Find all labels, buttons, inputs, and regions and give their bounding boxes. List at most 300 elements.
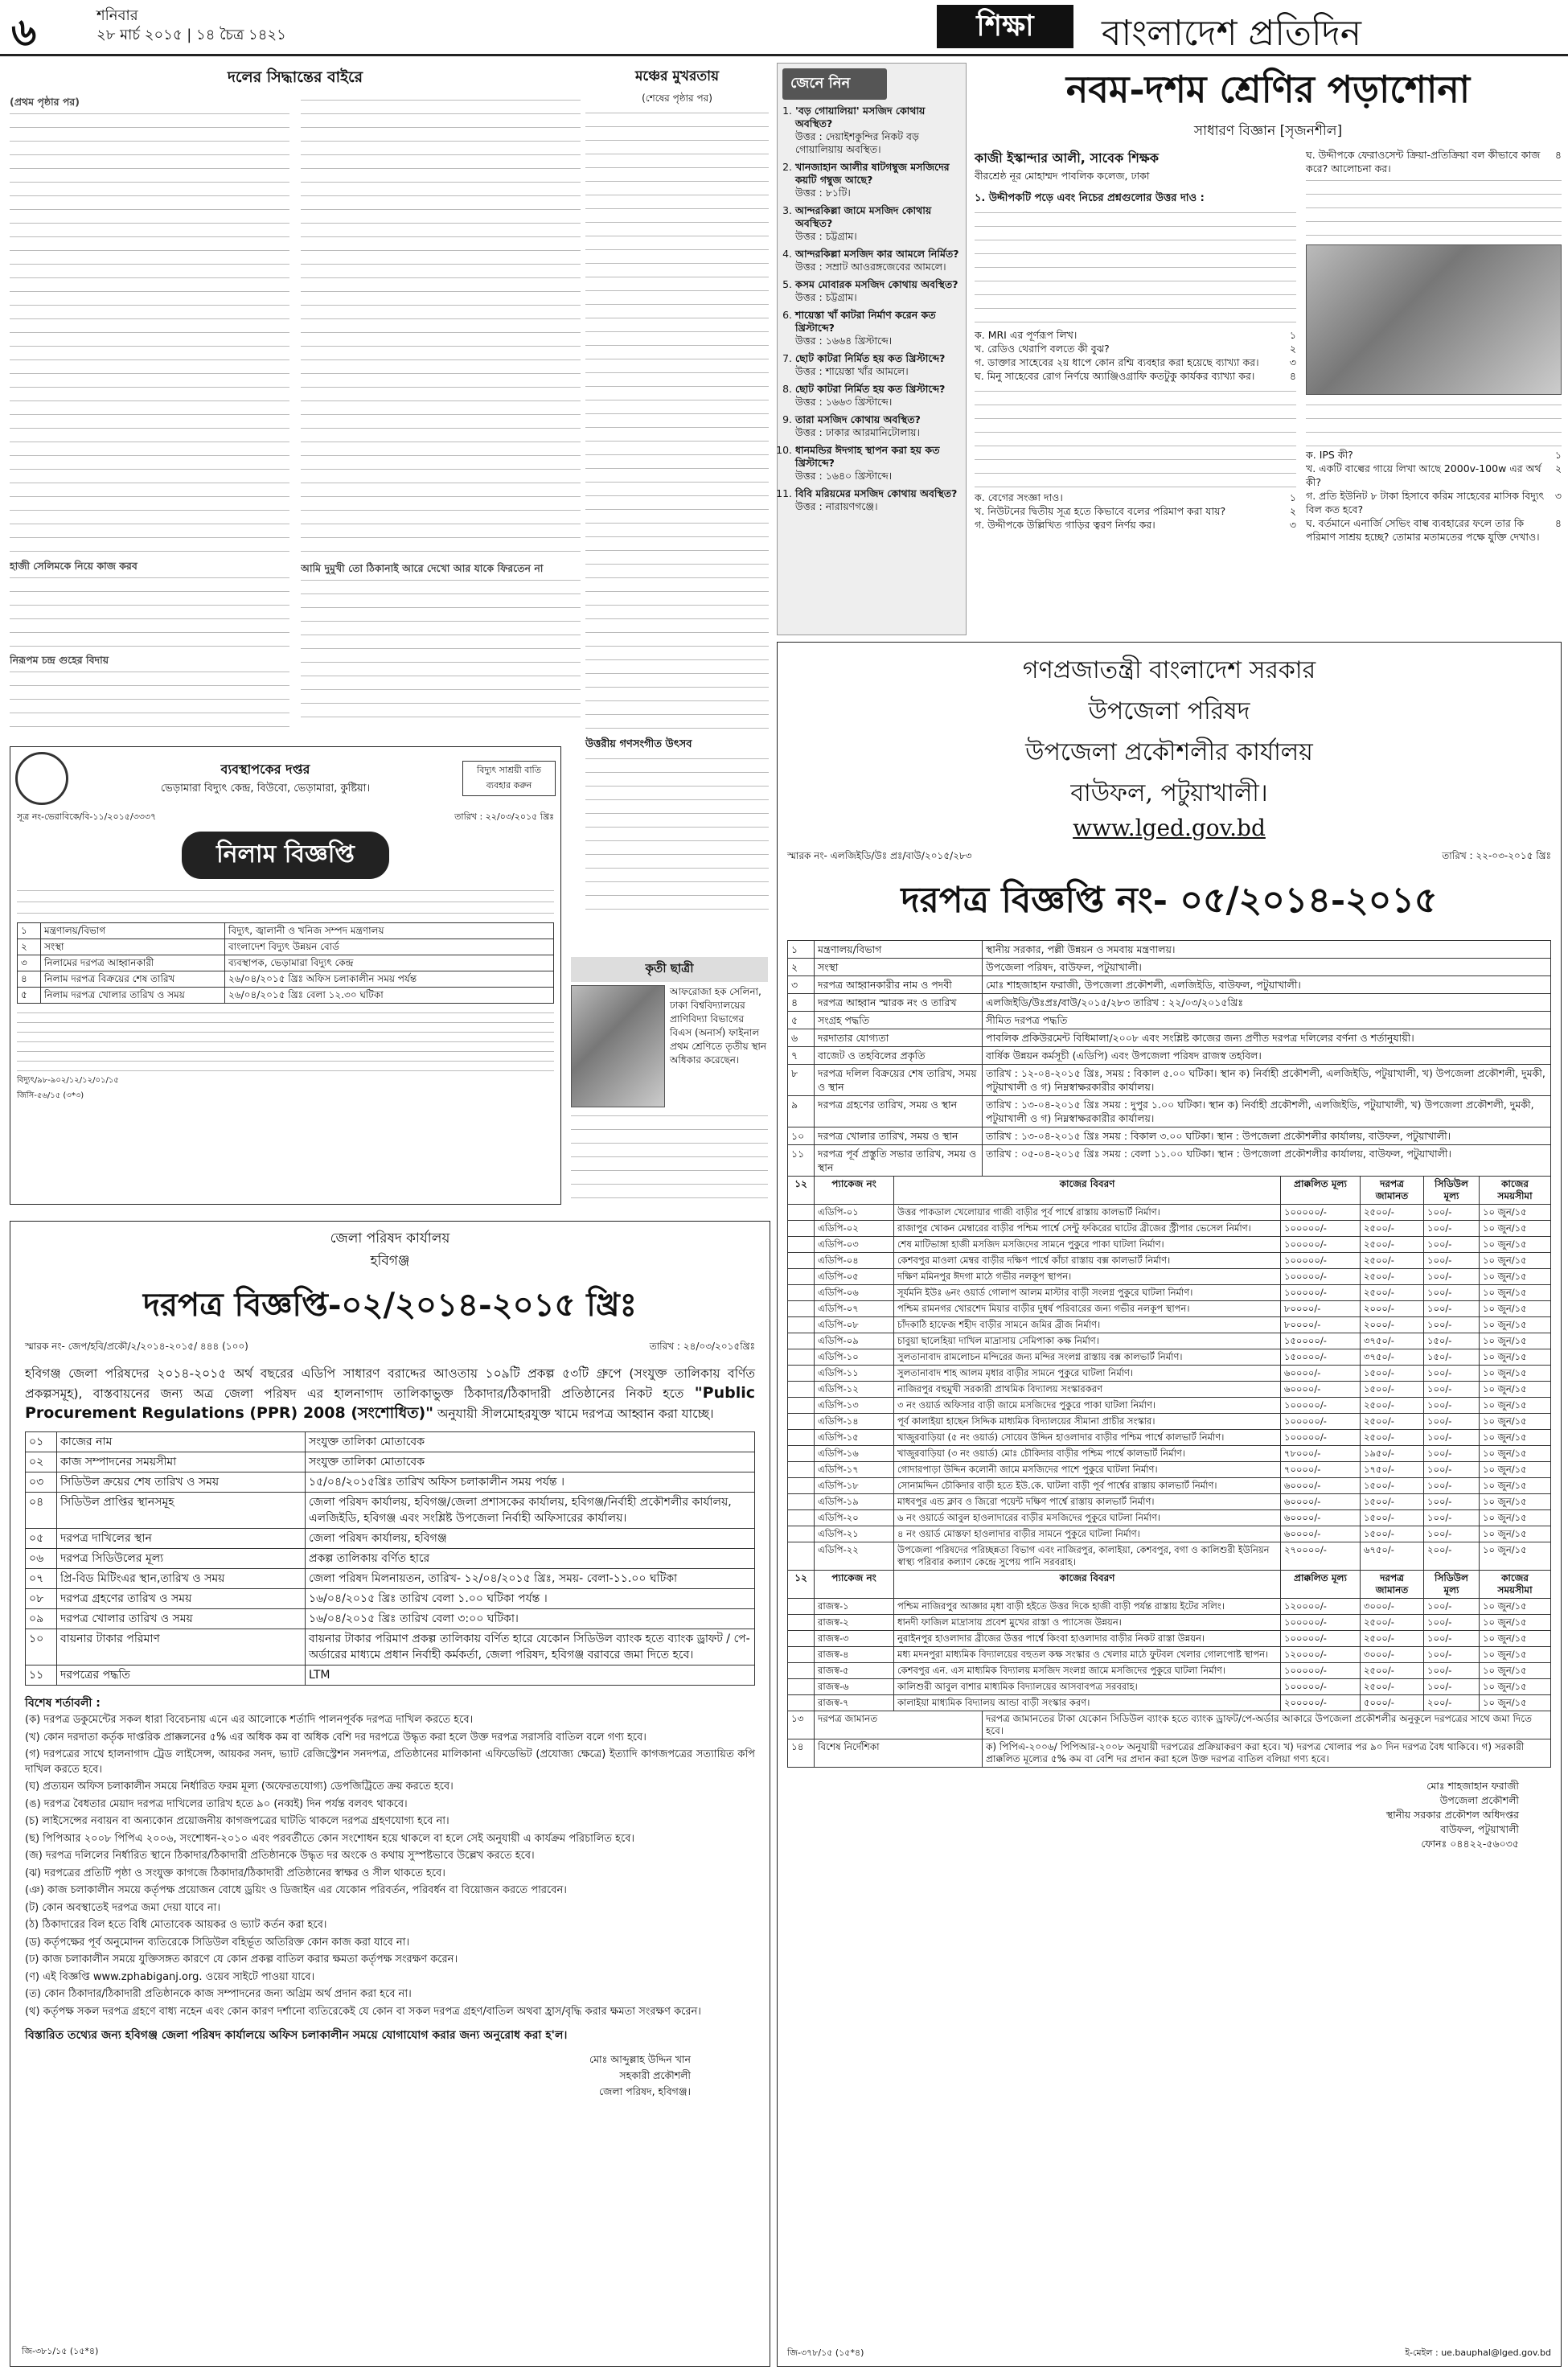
cell: ১০০/- [1424,1398,1480,1414]
cell: এডিপি-০৮ [815,1317,894,1333]
lged-website[interactable]: www.lged.gov.bd [1073,815,1266,841]
cell: এডিপি-২২ [815,1542,894,1571]
quiz-item [795,487,961,513]
cell: মাধবপুর এন্ড ক্লাব ও জিরো পয়েন্ট দক্ষিণ পার্শ্বে রাস্তায় কালভার্ট নির্মাণ। [894,1494,1281,1510]
intro-text: হবিগঞ্জ জেলা পরিষদের ২০১৪-২০১৫ অর্থ বছরের এডিপি সাধারণ বরাদ্দের আওতায় ১০৯টি প্রকল্প ৫৩টি গ্রুপে (সংযুক্ত তালিকায় বর্ণিত প্রকল্পসমূহ), বাস্তবায়নের জন্য অত্র জেলা পরিষদ এর হালনাগাদ তালিকাভুক্ত ঠিকাদার/ঠিকাদারী প্রতিষ্ঠানের নিকট হতে [25,1366,755,1401]
column-header: ১২ [788,1571,815,1599]
q1-list [975,328,1296,383]
cell: রাজস্ব-৬ [815,1679,894,1695]
column-header: প্রাক্কলিত মূল্য [1281,1177,1361,1205]
question-text: গ. উদ্দীপকে উল্লিখিত গাড়ির ত্বরণ নির্ণয় কর। [975,519,1155,531]
cell [788,1333,815,1349]
row-value: ২৬/০৪/২০১৫ খ্রিঃ অফিস চলাকালীন সময় পর্যন্ত [225,971,554,988]
cell [788,1647,815,1663]
cell: ২৫০০/- [1361,1663,1424,1679]
cell: ১৫০০/- [1361,1366,1424,1382]
filler-text [975,207,1296,328]
column-header: দরপত্র জামানত [1361,1177,1424,1205]
signer: মোঃ শাহজাহান ফরাজী [1426,1780,1519,1792]
cell: এডিপি-০১ [815,1205,894,1221]
column-header: দরপত্র জামানত [1361,1571,1424,1599]
cell: ৬০০০০/- [1281,1494,1361,1510]
cell: এডিপি-১৭ [815,1462,894,1478]
table-row [788,1221,1551,1237]
row-number: ৩ [18,955,41,971]
row-key: সিডিউল ক্রয়ের শেষ তারিখ ও সময় [57,1472,306,1493]
table-row [788,1510,1551,1526]
question-text: ঘ. মিনু সাহেবের রোগ নির্ণয়ে অ্যাঞ্জিওগ্রাফি কতটুকু কার্যকর ব্যাখ্যা কর। [975,370,1255,382]
cell: ১০ জুন/১৫ [1480,1510,1551,1526]
quiz-item [795,161,961,199]
cell: ১০ জুন/১৫ [1480,1478,1551,1494]
cell: ২৫০০/- [1361,1221,1424,1237]
cell: ৮০০০০/- [1281,1301,1361,1317]
cell: ১০০/- [1424,1317,1480,1333]
signer-title: উপজেলা প্রকৌশলী [1439,1794,1519,1806]
cell: ২০০/- [1424,1695,1480,1711]
question-text: খ. নিউটনের দ্বিতীয় সূত্র হতে কিভাবে বলের পরিমাপ করা যায়? [975,505,1226,517]
signer-office: জেলা পরিষদ, হবিগঞ্জ। [599,2085,691,2097]
table-row [788,1012,1551,1029]
quiz-question: ছোট কাটরা নির্মিত হয় কত খ্রিস্টাব্দে? [795,352,946,364]
cell: রাজস্ব-৩ [815,1631,894,1647]
row-value: মোঃ শাহজাহান ফরাজী, উপজেলা প্রকৌশলী, এলজিইডি, বাউফল, পটুয়াখালী। [983,976,1551,994]
cell: ১০ জুন/১৫ [1480,1253,1551,1269]
cell: ১০ জুন/১৫ [1480,1599,1551,1615]
row-key: নিলামের দরপত্র আহ্বানকারী [41,955,225,971]
term-item: (চ) লাইসেন্সের নবায়ন বা অন্যকোন প্রয়োজনীয় কাগজপত্রের ঘাটতি থাকলে দরপত্র গ্রহণযোগ্য হবে না। [25,1815,449,1827]
cell: ১০০০০০/- [1281,1205,1361,1221]
table-row [18,955,554,971]
cell [788,1695,815,1711]
table-row [788,1542,1551,1571]
cell: উত্তর পাকডাল খেলোয়ার গাজী বাড়ীর পূর্ব পার্শ্বে রাস্তায় কালভার্ট নির্মাণ। [894,1205,1281,1221]
article-title: দলের সিদ্ধান্তের বাইরে [227,68,363,86]
cell: ৩০০০/- [1361,1599,1424,1615]
cell: ২০০০/- [1361,1317,1424,1333]
subhead-3: আমি দুমুখী তো ঠিকানাই আরে দেখো আর যাকে ফিরতেন না [301,562,544,574]
table-row [26,1472,755,1493]
table-header-row [788,1177,1551,1205]
row-number: ২ [18,939,41,955]
table-row [788,959,1551,976]
lged-tail-table [787,1711,1551,1768]
cell [788,1414,815,1430]
table-row [788,1446,1551,1462]
cell [788,1237,815,1253]
cell: ১০ জুন/১৫ [1480,1542,1551,1571]
cell: ২৫০০/- [1361,1615,1424,1631]
student-photo [571,985,665,1107]
habiganj-city: হবিগঞ্জ [370,1253,410,1269]
cell: ১০ জুন/১৫ [1480,1631,1551,1647]
term-item: (ক) দরপত্র ডকুমেন্টের সকল ধারা বিবেচনায় এনে এর আলোকে শর্তাদি পালনপূর্বক দরপত্র দাখিল করতে হবে। [25,1714,474,1726]
filler-text [17,885,554,918]
cell: ১০০/- [1424,1269,1480,1285]
filler-text [585,108,769,735]
cell: ১০০/- [1424,1647,1480,1663]
term-item: (ঘ) প্রত্যয়ন অফিস চলাকালীন সময়ে নির্ধারিত ফরম মূল্য (অফেরতযোগ্য) ডেপজিট্রিতে ক্রয় করতে হবে। [25,1780,454,1793]
table-row [788,1285,1551,1301]
cell: ১০০০০০/- [1281,1679,1361,1695]
lged-table [787,940,1551,1177]
cell: ১০০/- [1424,1663,1480,1679]
study-subject: সাধারণ বিজ্ঞান [সৃজনশীল] [1193,123,1343,139]
cell: এডিপি-০৩ [815,1237,894,1253]
table-row [788,1599,1551,1615]
row-key: নিলাম দরপত্র বিক্রয়ের শেষ তারিখ [41,971,225,988]
term-item: (খ) কোন দরদাতা কর্তৃক দাপ্তরিক প্রাক্কলনের ৫% এর অধিক কম বা অধিক বেশি দর দরপত্রে উদ্ধৃত করা হলে উক্ত দরপত্র সরাসরি বাতিল বলে গণ্য হবে। [25,1731,646,1744]
row-key: সিডিউল প্রাপ্তির স্থানসমূহ [57,1493,306,1529]
cell: ১০ জুন/১৫ [1480,1366,1551,1382]
lged-signature [787,1779,1519,1851]
question-item [1306,462,1562,489]
filler-text [17,1008,554,1073]
quiz-item [795,444,961,483]
cell: ২৫০০/- [1361,1414,1424,1430]
cell [788,1253,815,1269]
quiz-question: বিবি মরিয়মের মসজিদ কোথায় অবস্থিত? [795,487,958,499]
cell: ১০০০০০/- [1281,1285,1361,1301]
cell: ১০০/- [1424,1526,1480,1542]
cell: রাজস্ব-৭ [815,1695,894,1711]
cell: গোদারপাড়া উদ্দিন কলোনী জামে মসজিদের পাশে পুকুরে ঘাটলা নির্মাণ। [894,1462,1281,1478]
question-item [1306,516,1562,544]
q1-intro: ১. উদ্দীপকটি পড়ে এবং নিচের প্রশ্নগুলোর উত্তর দাও : [975,192,1205,204]
cell: ১০০/- [1424,1414,1480,1430]
cell [788,1430,815,1446]
cell: ১২০০০০/- [1281,1647,1361,1663]
table-row [788,1478,1551,1494]
term-item: (ড) কর্তৃপক্ষের পূর্ব অনুমোদন ব্যতিরেকে সিডিউল বহির্ভূত অতিরিক্ত কোন কাজ করা যাবে না। [25,1936,410,1949]
quiz-item [795,413,961,439]
cell: ৩৭৫০/- [1361,1349,1424,1366]
question-item [1306,148,1562,175]
table-row [788,994,1551,1012]
cell [788,1317,815,1333]
auction-title: নিলাম বিজ্ঞপ্তি [182,832,389,879]
question-mark: ৪ [1289,370,1296,382]
cell [788,1462,815,1478]
question-mark: ২ [1554,462,1562,474]
row-value: সীমিত দরপত্র পদ্ধতি [983,1012,1551,1029]
quiz-answer: উত্তর : ১৬৪০ খ্রিস্টাব্দে। [795,470,893,482]
cell: চাঁদকাঠি হাফেজ শহীদ বাড়ীর সামনে জমির ব্রীজ নির্মাণ। [894,1317,1281,1333]
row-value: জেলা পরিষদ মিলনায়তন, তারিখ- ১২/০৪/২০১৫ খ্রিঃ, সময়- বেলা-১১.০০ ঘটিকা [306,1569,755,1589]
cell: ১০০০০০/- [1281,1237,1361,1253]
cell: পূর্ব কালাইয়া হাছেন সিদ্দিক মাধ্যমিক বিদ্যালয়ের সীমানা প্রাচীর সংস্কার। [894,1414,1281,1430]
cell: ১০০/- [1424,1237,1480,1253]
subhead-2: নিরূপম চন্দ্র গুহের বিদায় [10,654,109,666]
table-row [788,1739,1551,1768]
cell: ১০ জুন/১৫ [1480,1285,1551,1301]
cell: ১৫০০/- [1361,1494,1424,1510]
cell: ১৫০০০০/- [1281,1333,1361,1349]
signer-dept: স্থানীয় সরকার প্রকৌশল অধিদপ্তর [1385,1809,1519,1821]
filler-text [975,386,1296,491]
row-value: বাংলাদেশ বিদ্যুৎ উন্নয়ন বোর্ড [225,939,554,955]
cell: ৬৭৫০/- [1361,1542,1424,1571]
cell [788,1269,815,1285]
auction-table [17,922,554,1004]
quiz-item [795,105,961,156]
cell: কালাইয়া মাধ্যমিক বিদ্যালয় আন্ডা বাড়ী সংস্কার করণ। [894,1695,1281,1711]
auction-notice [10,746,561,1205]
cell: ১০ জুন/১৫ [1480,1430,1551,1446]
row-number: ২ [788,959,815,976]
question-mark: ১ [1554,449,1562,461]
table-row [26,1665,755,1686]
table-row [788,1269,1551,1285]
row-value: প্রকল্প তালিকায় বর্ণিত হারে [306,1549,755,1569]
question-mark: ২ [1289,505,1296,517]
cell: ১০ জুন/১৫ [1480,1462,1551,1478]
cell: ১০ জুন/১৫ [1480,1615,1551,1631]
signer: মোঃ আব্দুল্লাহ উদ্দিন খান [589,2053,691,2065]
row-number: ১১ [788,1145,815,1177]
term-item: (ঠ) ঠিকাদারের বিল হতে বিধি মোতাবেক আয়কর ও ভ্যাট কর্তন করা হবে। [25,1919,327,1931]
quiz-item [795,278,961,304]
cell: ২৭০০০০/- [1281,1542,1361,1571]
question-item [975,355,1296,369]
table-row [788,1430,1551,1446]
row-value: বিদ্যুৎ, জ্বালানী ও খনিজ সম্পদ মন্ত্রণালয় [225,923,554,939]
left-article [10,63,581,740]
cell: ১৫০০০০/- [1281,1349,1361,1366]
table-row [788,1414,1551,1430]
column-header: সিডিউল মূল্য [1424,1571,1480,1599]
table-row [788,976,1551,994]
cell: চাবুয়া ছালেহিয়া দাখিল মাদ্রাসায় সেমিপাকা কক্ষ নির্মাণ। [894,1333,1281,1349]
row-key: দরপত্র গ্রহণের তারিখ ও সময় [57,1589,306,1609]
cell: ১৫০/- [1424,1349,1480,1366]
filler-text [1306,400,1562,448]
cell: ৬০০০০/- [1281,1366,1361,1382]
habiganj-office: জেলা পরিষদ কার্যালয় [330,1230,450,1247]
cell: ১০০/- [1424,1615,1480,1631]
question-text: ঘ. উদ্দীপকে ফেরাওসেন্ট ক্রিয়া-প্রতিক্রিয়া বল কীভাবে কাজ করে? আলোচনা কর। [1306,149,1541,175]
cell: ২০০০০০/- [1281,1695,1361,1711]
table-row [18,939,554,955]
cell: এডিপি-০৬ [815,1285,894,1301]
row-key: দরপত্র পূর্ব প্রস্তুতি সভার তারিখ, সময় ও স্থান [815,1145,983,1177]
quiz-answer: উত্তর : নারায়ণগঞ্জে। [795,500,878,512]
cell: ১০ জুন/১৫ [1480,1349,1551,1366]
term-item: (ছ) পিপিআর ২০০৮ পিপিএ ২০০৬, সংশোধন-২০১০ এবং পরবর্তীতে কোন সংশোধন হয়ে থাকলে বা হলে সেই অনুযায়ী এ কার্যক্রম পরিচালিত হবে। [25,1832,635,1845]
table-row [26,1529,755,1549]
row-number: ০৫ [26,1529,57,1549]
table-row [26,1432,755,1452]
right-top-items [1306,148,1562,175]
question-item [975,518,1296,532]
article-column-2 [301,95,581,738]
cell: খাজুরবাড়িয়া (৫ নং ওয়ার্ড) সোয়েব উদ্দিন হাওলাদার বাড়ীর পশ্চিম পার্শ্বে কালভার্ট নির্মাণ। [894,1430,1281,1446]
row-value: ব্যবস্থাপক, ভেড়ামারা বিদ্যুৎ কেন্দ্র [225,955,554,971]
cell: ধানদী ফাজিল মাদ্রাসায় প্রবেশ মুখের রাস্তা ও প্যাসেজ উন্নয়ন। [894,1615,1281,1631]
cell [788,1205,815,1221]
term-item: (ট) কোন অবস্থাতেই দরপত্র জমা দেয়া যাবে না। [25,1901,221,1914]
row-key: বায়নার টাকার পরিমাণ [57,1629,306,1665]
row-value: তারিখ : ১২-০৪-২০১৫ খ্রিঃ, সময় : বিকাল ৫.০০ ঘটিকা। স্থান ক) নির্বাহী প্রকৌশলী, এলজিইডি, পটুয়াখালী, খ) উপজেলা প্রকৌশলী, দুমকী, পটুয়াখালী ও গ) নিম্নস্বাক্ষরকারীর কার্যালয়। [983,1065,1551,1096]
row-value: পাবলিক প্রকিউরমেন্ট বিধিমালা/২০০৮ এবং সংশ্লিষ্ট কাজের জন্য প্রণীত দরপত্র দলিলের বর্ণনা ও শর্তানুযায়ী। [983,1029,1551,1047]
right-bottom-items [1306,448,1562,544]
term-item: (ঞ) কাজ চলাকালীন সময়ে কর্তৃপক্ষ প্রয়োজন বোধে ড্রয়িং ও ডিজাইন এর যেকোন পরিবর্তন, পরিবর্ধন বা বিয়োজন করতে পারবেন। [25,1884,567,1896]
term-item: (ঙ) দরপত্র বৈধতার মেয়াদ দরপত্র দাখিলের তারিখ হতে ৯০ (নব্বই) দিন পর্যন্ত বলবৎ থাকবে। [25,1797,408,1810]
quiz-item [795,204,961,243]
column-header: প্যাকেজ নং [815,1571,894,1599]
column-header: প্রাক্কলিত মূল্য [1281,1571,1361,1599]
row-number: ০৯ [26,1609,57,1629]
cell: এডিপি-১৯ [815,1494,894,1510]
row-key: দরপত্রের পদ্ধতি [57,1665,306,1686]
row-key: সংস্থা [815,959,983,976]
table-row [788,1462,1551,1478]
cell: কালিশুরী আবুল বাশার মাধ্যমিক বিদ্যালয়ের আসবাবপত্র সরবরাহ। [894,1679,1281,1695]
cell: ১০ জুন/১৫ [1480,1382,1551,1398]
row-value: ১৫/০৪/২০১৫খ্রিঃ তারিখ অফিস চলাকালীন সময় পর্যন্ত । [306,1472,755,1493]
student-label: কৃতী ছাত্রী [571,957,768,982]
row-value: এলজিইডি/উঃপ্রঃ/বাউ/২০১৫/২৮৩ তারিখ : ২২/০৩/২০১৫খ্রিঃ [983,994,1551,1012]
date: ২৮ মার্চ ২০১৫ | ১৪ চৈত্র ১৪২১ [96,27,286,43]
cell: উপজেলা পরিষদের পরিচ্ছন্নতা বিভাগ এবং নাজিরপুর, কালাইয়া, কেশবপুর, বগা ও কালিশুরী ইউনিয়ন স্বাস্থ্য পরিবার কল্যাণ কেন্দ্রে সুপেয় পানি সরবরাহ। [894,1542,1281,1571]
footer-note: বিস্তারিত তথ্যের জন্য হবিগঞ্জ জেলা পরিষদ কার্যালয়ে অফিস চলাকালীন সময়ে যোগাযোগ করার জন্য অনুরোধ করা হ'ল। [25,2029,568,2042]
row-value: সংযুক্ত তালিকা মোতাবেক [306,1452,755,1472]
section-label: শিক্ষা [937,5,1073,48]
student-text: আফরোজা হক সেলিনা, ঢাকা বিশ্ববিদ্যালয়ের প্রাণিবিদ্যা বিভাগের বিএস (অনার্স) ফাইনাল প্রথম শ্রেণিতে তৃতীয় স্থান অধিকার করেছেন। [670,986,767,1066]
filler-text [571,1111,768,1207]
quiz-answer: উত্তর : ৮১টি। [795,187,851,199]
cell: ৭০০০০/- [1281,1462,1361,1478]
lged-footer [787,2346,1551,2361]
table-row [788,1526,1551,1542]
table-row [788,1047,1551,1065]
cell: ১৫০০/- [1361,1510,1424,1526]
signer-place: বাউফল, পটুয়াখালী [1440,1823,1519,1835]
table-row [18,971,554,988]
row-number: ৯ [788,1096,815,1127]
cell: ১৫০০/- [1361,1526,1424,1542]
cell: এডিপি-০৪ [815,1253,894,1269]
term-item: (জ) দরপত্র দলিলের নির্ধারিত স্থানে ঠিকাদার/ঠিকাদারী প্রতিষ্ঠানকে উদ্ধৃত দর অংকে ও কথায় সুস্পষ্টভাবে উল্লেখ করতে হবে। [25,1850,535,1862]
cell: রাজস্ব-১ [815,1599,894,1615]
question-mark: ৪ [1554,517,1562,529]
question-mark: ৩ [1554,490,1562,502]
cell: ১৭৫০/- [1361,1462,1424,1478]
lged-date: তারিখ : ২২-০৩-২০১৫ খ্রিঃ [1442,850,1551,861]
quiz-question: খানজাহান আলীর ষাটগম্বুজ মসজিদের কয়টি গম্বুজ আছে? [795,161,950,186]
column-header: ১২ [788,1177,815,1205]
row-key: সংস্থা [41,939,225,955]
question-text: ক. বেগের সংজ্ঞা দাও। [975,491,1063,503]
cell: ১০০০০০/- [1281,1398,1361,1414]
row-key: বাজেট ও তহবিলের প্রকৃতি [815,1047,983,1065]
cell [788,1599,815,1615]
cell: ৬০০০০/- [1281,1478,1361,1494]
cell: ১০ জুন/১৫ [1480,1663,1551,1679]
cell: ২৫০০/- [1361,1269,1424,1285]
cell [788,1663,815,1679]
row-key: কাজের নাম [57,1432,306,1452]
row-value: স্থানীয় সরকার, পল্লী উন্নয়ন ও সমবায় মন্ত্রণালয়। [983,941,1551,959]
auction-size: জিসি-৫৬/১৫ (৩*৩) [17,1091,84,1100]
term-item: (ঢ) কাজ চলাকালীন সময়ে যুক্তিসঙ্গত কারণে যে কোন প্রকল্প বাতিল করার ক্ষমতা কর্তৃপক্ষ সংরক্ষণ করেন। [25,1953,458,1965]
cell: ১০০/- [1424,1301,1480,1317]
row-number: ০৮ [26,1589,57,1609]
cell: ৩ নং ওয়ার্ড অফিসার বাড়ী জামে মসজিদের পুকুরে পাকা ঘাটলা নির্মাণ। [894,1398,1281,1414]
table-row [788,1237,1551,1253]
cell: সুলতানাবাদ শাহ আলম মৃধার বাড়ীর সামনে পুকুরে ঘাটলা নির্মাণ। [894,1366,1281,1382]
cell [788,1349,815,1366]
study-left [975,148,1296,544]
cell: ১০ জুন/১৫ [1480,1679,1551,1695]
cell: ১৪ [788,1739,815,1768]
cell: ২৫০০/- [1361,1237,1424,1253]
term-item: (ত) কোন ঠিকাদার/ঠিকাদারী প্রতিষ্ঠানকে কাজ সম্পাদনের জন্য অগ্রিম অর্থ প্রদান করা হবে না। [25,1988,412,2000]
quiz-question: আন্দরকিল্লা মসজিদ কার আমলে নির্মিত? [795,248,959,260]
row-key: দরপত্র আহ্বানকারীর নাম ও পদবী [815,976,983,994]
cell [788,1542,815,1571]
quiz-question: 'বড় গোয়ালিয়া' মসজিদ কোথায় অবস্থিত? [795,105,926,129]
question-text: গ. প্রতি ইউনিট ৮ টাকা হিসাবে করিম সাহেবের মাসিক বিদ্যুৎ বিল কত হবে? [1306,490,1545,515]
quiz-answer: উত্তর : চট্টগ্রাম। [795,230,857,242]
cell: ১০০০০০/- [1281,1414,1361,1430]
question-mark: ১ [1289,329,1296,341]
filler-text [10,667,289,731]
habiganj-date: তারিখ : ২৪/০৩/২০১৫খ্রিঃ [649,1341,755,1352]
question-mark: ২ [1289,343,1296,355]
row-number: ১ [18,923,41,939]
cell: রাজাপুর খোকন মেম্বারের বাড়ীর পশ্চিম পার্শ্বে সেন্টু ফকিরের ঘাটের ব্রীজের স্ট্রীপার ভেসেল নির্মাণ। [894,1221,1281,1237]
email-link[interactable]: ই-মেইল : ue.bauphal@lged.gov.bd [1405,2347,1551,2358]
cell: এডিপি-০৫ [815,1269,894,1285]
question-text: ক. MRI এর পূর্ণরূপ লিখ। [975,329,1077,341]
quiz-answer: উত্তর : চট্টগ্রাম। [795,291,857,303]
row-number: ৫ [18,988,41,1004]
auction-date: তারিখ : ২২/০৩/২০১৫ খ্রিঃ [454,811,554,822]
cell: পশ্চিম রামনগর খোরশেদ মিয়ার বাড়ীর দুধর্ষ পরিবারের জন্য গভীর নলকূপ স্থাপন। [894,1301,1281,1317]
table-row [26,1629,755,1665]
filler-text [10,573,289,653]
page-number: ৬ [11,10,37,55]
row-key: দরপত্র আহ্বান স্মারক নং ও তারিখ [815,994,983,1012]
column-header: কাজের বিবরণ [894,1177,1281,1205]
table-row [26,1452,755,1472]
row-key: নিলাম দরপত্র খোলার তারিখ ও সময় [41,988,225,1004]
term-item: (ণ) এই বিজ্ঞপ্তি www.zphabiganj.org. ওয়েব সাইটে পাওয়া যাবে। [25,1970,315,1983]
table-row [788,1301,1551,1317]
cell: ২০০০/- [1361,1301,1424,1317]
cell: ১০০০০০/- [1281,1631,1361,1647]
row-value: তারিখ : ১৩-০৪-২০১৫ খ্রিঃ সময় : দুপুর ১.০০ ঘটিকা। স্থান ক) নির্বাহী প্রকৌশলী, এলজিইডি, পটুয়াখালী, খ) উপজেলা প্রকৌশলী, দুমকী, পটুয়াখালী ও গ) নিম্নস্বাক্ষরকারীর কার্যালয়। [983,1096,1551,1127]
cell: ১০০/- [1424,1478,1480,1494]
cell: সুলতানাবাদ রামলোচন মন্দিরের জন্য মন্দির সংলগ্ন রাস্তায় বক্স কালভার্ট নির্মাণ। [894,1349,1281,1366]
cell [788,1526,815,1542]
row-value: সংযুক্ত তালিকা মোতাবেক [306,1432,755,1452]
table-row [788,1366,1551,1382]
filler-text [10,109,289,559]
cell: ১০০/- [1424,1253,1480,1269]
table-row [788,1029,1551,1047]
row-number: ১১ [26,1665,57,1686]
cell: ১০০০০০/- [1281,1663,1361,1679]
cell: রাজস্ব-৪ [815,1647,894,1663]
lged-tender [777,642,1562,2367]
quiz-list [795,105,961,513]
question-mark: ১ [1289,491,1296,503]
row-number: ০৬ [26,1549,57,1569]
cell: ১০ জুন/১৫ [1480,1205,1551,1221]
cell: ১০ জুন/১৫ [1480,1269,1551,1285]
